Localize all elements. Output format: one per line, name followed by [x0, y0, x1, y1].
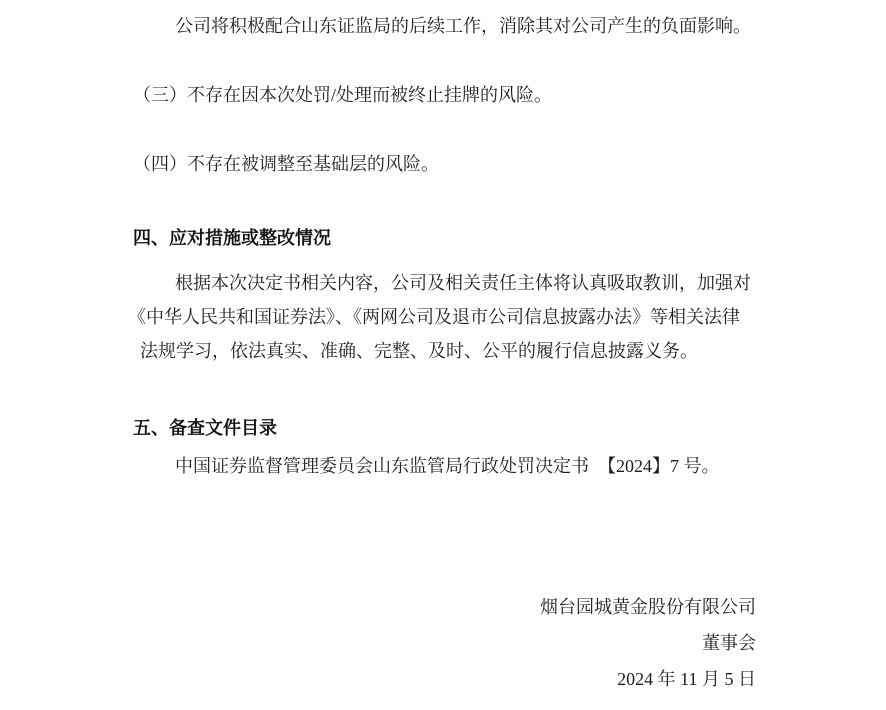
risk-item-four: （四）不存在被调整至基础层的风险。: [133, 154, 439, 174]
signature-board: 董事会: [702, 633, 756, 653]
section-four-body-line-3: 法规学习，依法真实、准确、完整、及时、公平的履行信息披露义务。: [140, 341, 698, 361]
section-four-body-line-2: 《中华人民共和国证券法》、《两网公司及退市公司信息披露办法》等相关法律: [128, 307, 740, 327]
section-four-body-line-1: 根据本次决定书相关内容，公司及相关责任主体将认真吸取教训，加强对: [175, 273, 751, 293]
document-content: [128, 0, 758, 697]
section-five-body: 中国证券监督管理委员会山东监管局行政处罚决定书 【2024】7 号。: [175, 456, 720, 476]
signature-block: [133, 589, 758, 697]
intro-paragraph: 公司将积极配合山东证监局的后续工作，消除其对公司产生的负面影响。: [175, 16, 751, 36]
signature-date: 2024 年 11 月 5 日: [617, 669, 756, 689]
section-four-body: [128, 266, 758, 368]
section-five-heading: 五、备查文件目录: [133, 418, 277, 438]
risk-item-three: （三）不存在因本次处罚/处理而被终止挂牌的风险。: [133, 85, 552, 105]
signature-company: 烟台园城黄金股份有限公司: [540, 597, 756, 617]
section-four-heading: 四、应对措施或整改情况: [133, 228, 331, 248]
